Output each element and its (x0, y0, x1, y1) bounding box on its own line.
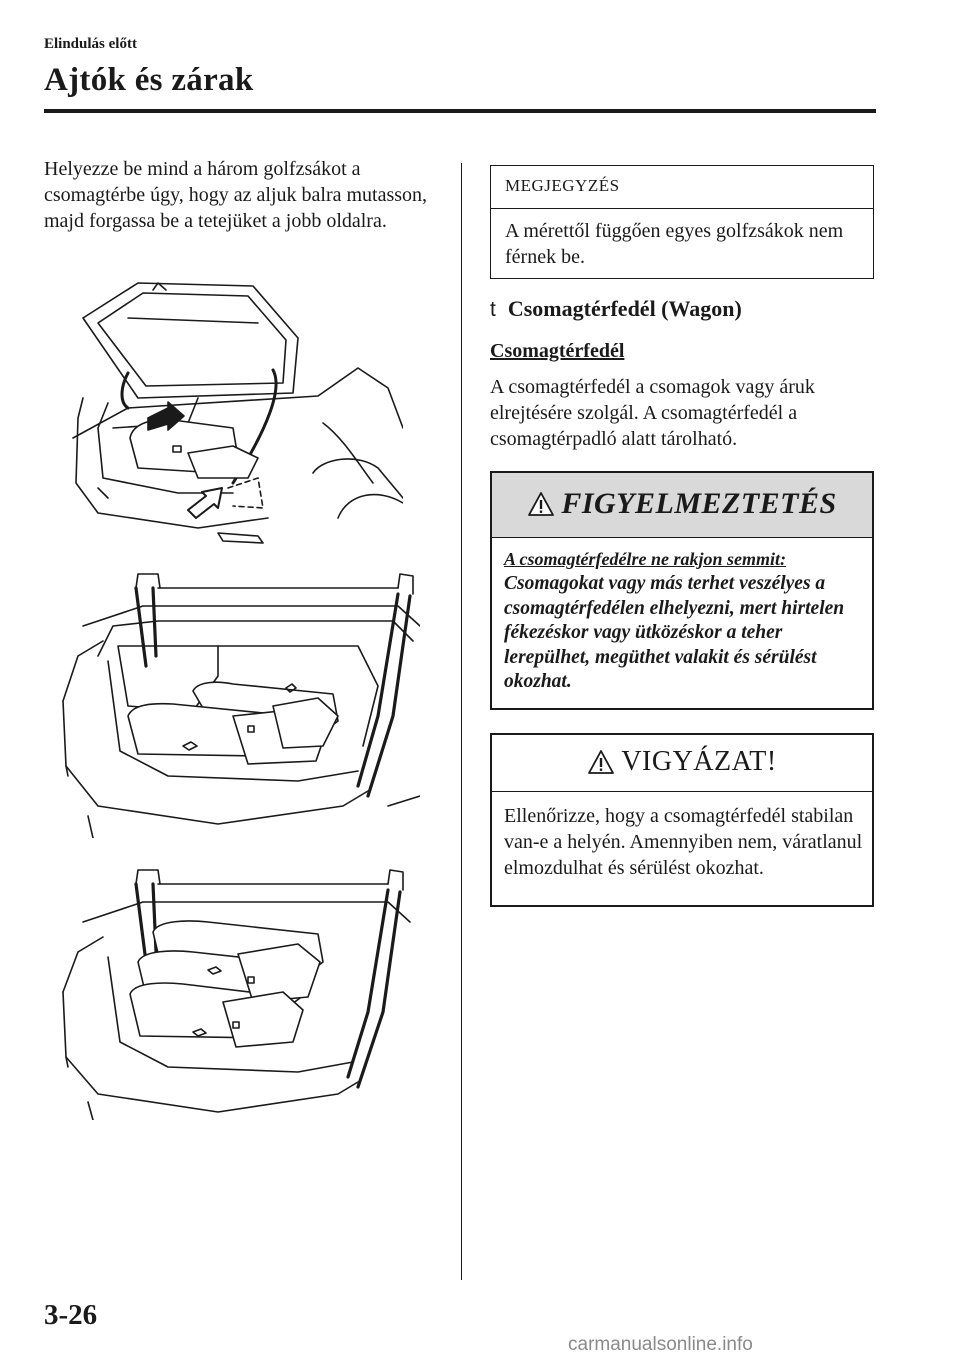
subsection-heading: Csomagtérfedél (490, 340, 625, 362)
section-heading (490, 296, 742, 322)
warning-triangle-icon (587, 749, 615, 775)
header-rule (44, 109, 876, 113)
trunk-illustration-2 (58, 566, 420, 838)
warning-text: Csomagokat vagy más terhet veszélyes a csomagtérfedélen elhelyezni, mert hirtelen fékezéskor vagy ütközéskor a teher lerepülhet, megüthet valakit és sérülést okozhat. (504, 573, 845, 692)
caution-box (490, 733, 874, 907)
caution-text: Ellenőrizze, hogy a csomagtérfedél stabilan van-e a helyén. Amennyiben nem, váratlanul elmozdulhat és sérülést okozhat. (504, 805, 863, 879)
section-bullet: t (490, 298, 496, 321)
note-title: MEGJEGYZÉS (491, 166, 873, 209)
section-label: Elindulás előtt (44, 36, 137, 52)
note-text: A mérettől függően egyes golfzsákok nem férnek be. (505, 220, 844, 268)
trunk-illustration-1 (58, 278, 403, 553)
note-box (490, 165, 874, 279)
page-title: Ajtók és zárak (44, 62, 254, 98)
warning-header (492, 473, 872, 538)
cover-description: A csomagtérfedél a csomagok vagy áruk elrejtésére szolgál. A csomagtérfedél a csomagtérpadló alatt tárolható. (490, 376, 815, 450)
page-number: 3-26 (44, 1299, 98, 1331)
warning-title: FIGYELMEZTETÉS (561, 487, 837, 520)
trunk-illustration-3 (58, 862, 420, 1120)
warning-box (490, 471, 874, 710)
caution-title: VIGYÁZAT! (621, 746, 777, 777)
golf-bag-instruction: Helyezze be mind a három golfzsákot a csomagtérbe úgy, hogy az aljuk balra mutasson, majd forgassa be a tetejüket a jobb oldalra. (44, 158, 428, 232)
watermark: carmanualsonline.info (568, 1334, 753, 1355)
column-divider (461, 163, 462, 1280)
caution-header (492, 735, 872, 792)
warning-triangle-icon (527, 491, 555, 517)
warning-lead: A csomagtérfedélre ne rakjon semmit: (504, 549, 786, 569)
section-heading-text: Csomagtérfedél (Wagon) (507, 296, 742, 321)
